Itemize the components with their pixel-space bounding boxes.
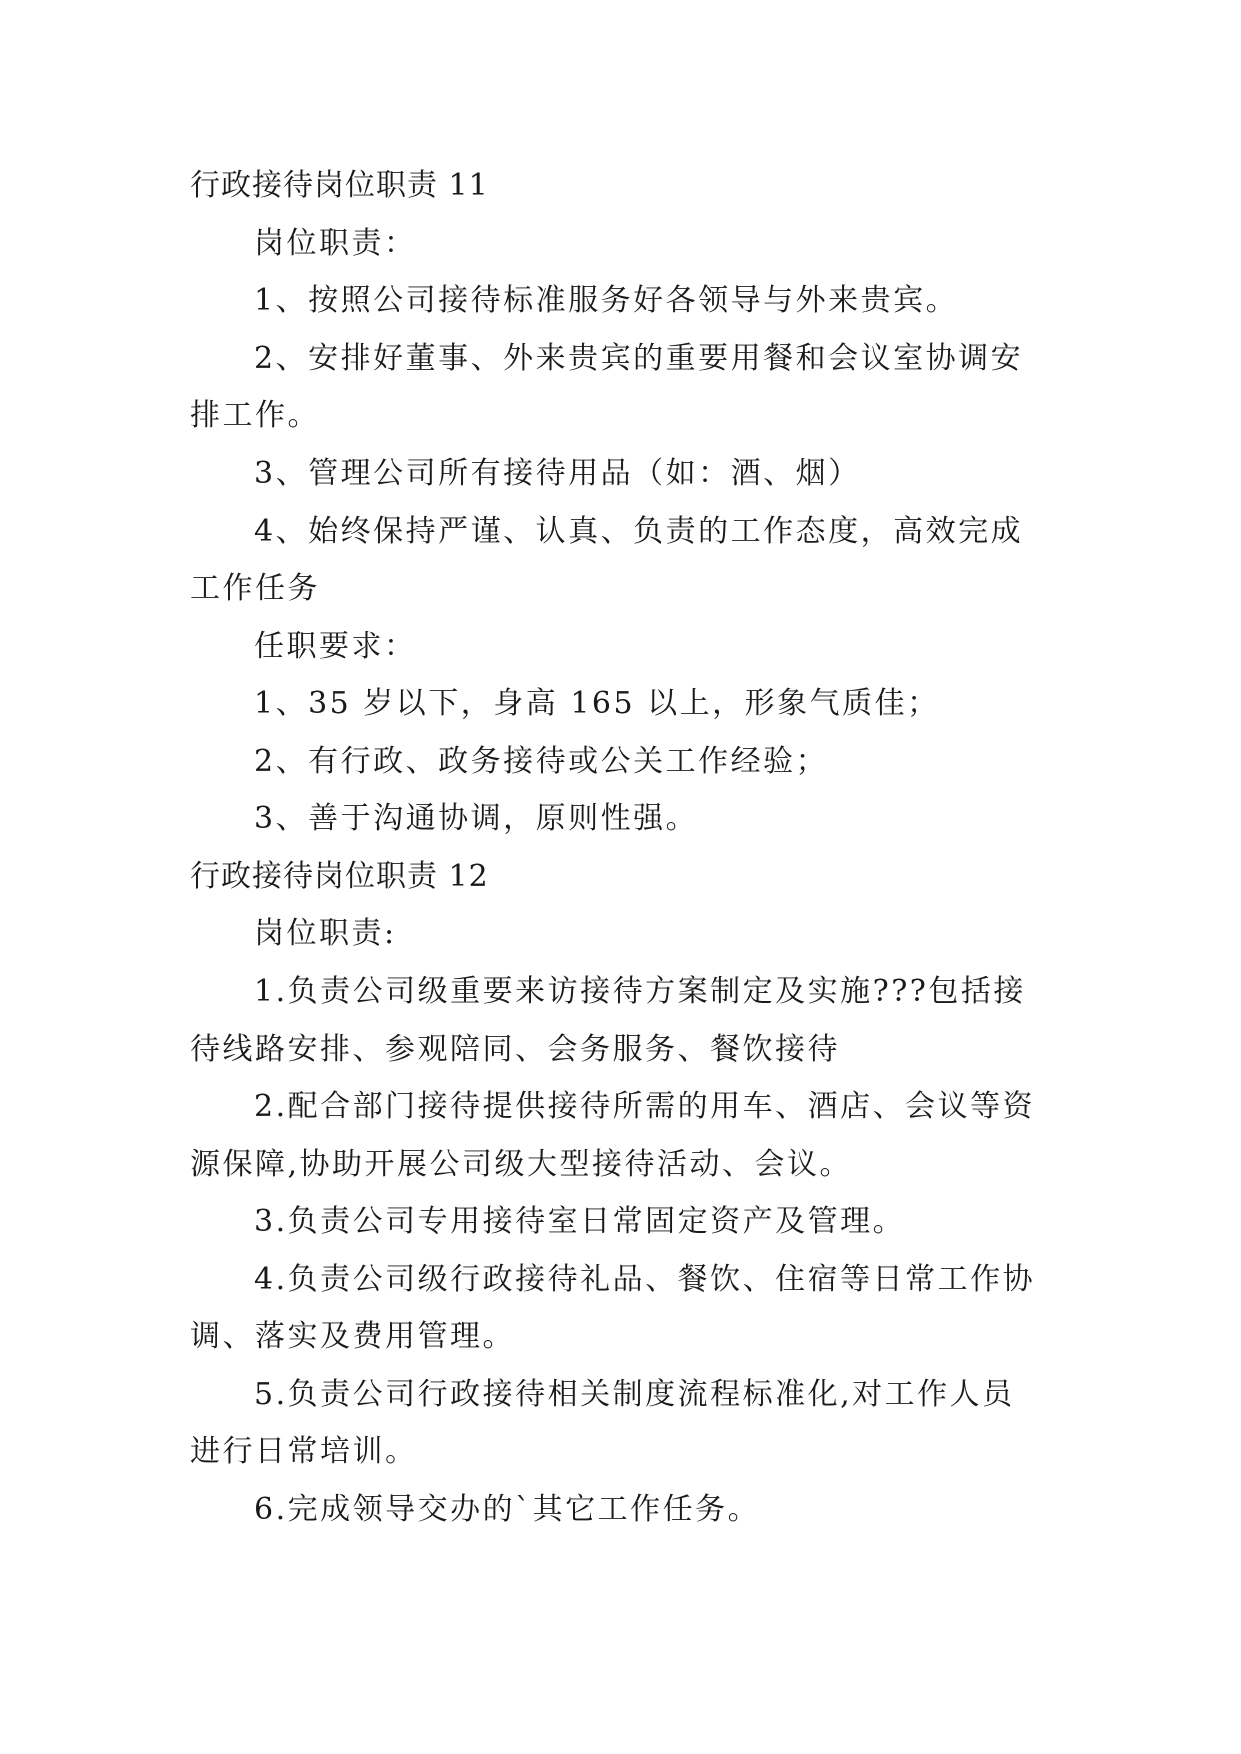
duty-item: 1.负责公司级重要来访接待方案制定及实施???包括接 (254, 974, 1026, 1009)
duties-heading: 岗位职责： (254, 226, 417, 261)
duty-item: 4、始终保持严谨、认真、负责的工作态度，高效完成 (254, 514, 1024, 549)
requirements-heading: 任职要求： (254, 629, 417, 664)
duty-item-continuation: 进行日常培训。 (190, 1434, 418, 1469)
duties-heading: 岗位职责: (254, 916, 397, 951)
duty-item: 4.负责公司级行政接待礼品、餐饮、住宿等日常工作协 (254, 1262, 1036, 1297)
duty-item: 2、安排好董事、外来贵宾的重要用餐和会议室协调安 (254, 341, 1024, 376)
section-title: 行政接待岗位职责 11 (190, 168, 489, 203)
duty-item: 6.完成领导交办的`其它工作任务。 (254, 1492, 761, 1527)
duty-item-continuation: 工作任务 (190, 571, 320, 606)
requirement-item: 1、35 岁以下，身高 165 以上，形象气质佳； (254, 686, 940, 721)
section-title: 行政接待岗位职责 12 (190, 859, 489, 894)
duty-item: 1、按照公司接待标准服务好各领导与外来贵宾。 (254, 283, 959, 318)
duty-item: 3.负责公司专用接待室日常固定资产及管理。 (254, 1204, 906, 1239)
duty-item: 2.配合部门接待提供接待所需的用车、酒店、会议等资 (254, 1089, 1036, 1124)
duty-item-continuation: 排工作。 (190, 398, 320, 433)
duty-item-continuation: 待线路安排、参观陪同、会务服务、餐饮接待 (190, 1032, 840, 1067)
duty-item-continuation: 源保障,协助开展公司级大型接待活动、会议。 (190, 1147, 853, 1182)
duty-item-continuation: 调、落实及费用管理。 (190, 1319, 515, 1354)
requirement-item: 2、有行政、政务接待或公关工作经验； (254, 744, 829, 779)
requirement-item: 3、善于沟通协调，原则性强。 (254, 801, 699, 836)
duty-item: 3、管理公司所有接待用品（如：酒、烟） (254, 456, 861, 491)
duty-item: 5.负责公司行政接待相关制度流程标准化,对工作人员 (254, 1377, 1015, 1412)
